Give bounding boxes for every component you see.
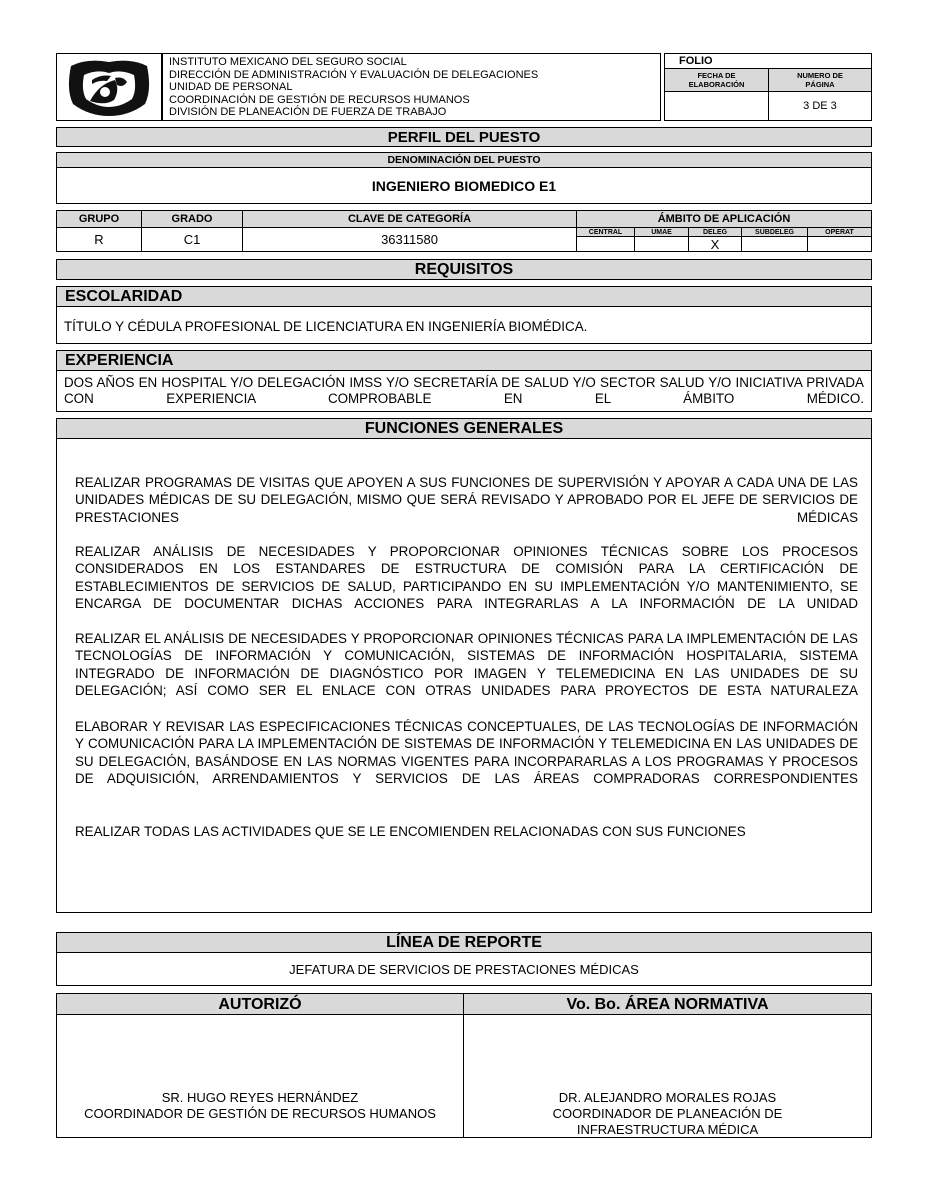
clasificacion-table: [56, 210, 872, 252]
institution-box: [162, 53, 661, 121]
experiencia-text: DOS AÑOS EN HOSPITAL Y/O DELEGACIÓN IMSS Y/O SECRETARÍA DE SALUD Y/O SECTOR SALUD Y/O INICIATIVA PRIVADA CON EXPERIENCIA COMPROBABLE EN EL ÁMBITO MÉDICO.: [64, 375, 864, 406]
vobo-role-line-1: COORDINADOR DE PLANEACIÓN DE: [552, 1106, 783, 1121]
vobo-name: DR. ALEJANDRO MORALES ROJAS: [558, 1090, 777, 1105]
ambito-mark-deleg: X: [710, 236, 720, 252]
ambito-col-subdeleg: SUBDELEG: [742, 228, 807, 236]
linea-reporte-title: LÍNEA DE REPORTE: [56, 932, 872, 953]
funcion-item-5: REALIZAR TODAS LAS ACTIVIDADES QUE SE LE ENCOMIENDEN RELACIONADAS CON SUS FUNCIONES: [75, 824, 746, 839]
institution-line-3: UNIDAD DE PERSONAL: [169, 81, 293, 94]
folio-label: FOLIO: [679, 55, 713, 67]
page-number-value: 3 DE 3: [803, 100, 837, 112]
funcion-item-1: REALIZAR PROGRAMAS DE VISITAS QUE APOYEN A SUS FUNCIONES DE SUPERVISIÓN Y APOYAR A CADA UNA DE LAS UNIDADES MÉDICAS DE SU DELEGACIÓN, MISMO QUE SERÁ REVISADO Y APROBADO POR EL JEFE DE SERVICIOS DE PRESTACIONES MÉDICAS: [75, 475, 858, 525]
funcion-item-4: ELABORAR Y REVISAR LAS ESPECIFICACIONES TÉCNICAS CONCEPTUALES, DE LAS TECNOLOGÍAS DE INFORMACIÓN Y COMUNICACIÓN PARA LA IMPLEMENTACIÓN DE SISTEMAS DE INFORMACIÓN Y TELEMEDICINA EN LAS UNIDADES DE SU DELEGACIÓN, BASÁNDOSE EN LAS NORMAS VIGENTES PARA INCORPARARLAS A LOS PROGRAMAS Y PROCESOS DE ADQUISICIÓN, ARRENDAMIENTOS Y SERVICIOS DE LAS ÁREAS COMPRADORAS CORRESPONDIENTES: [75, 719, 858, 787]
experiencia-label: EXPERIENCIA: [56, 350, 872, 371]
denominacion-label: DENOMINACIÓN DEL PUESTO: [56, 152, 872, 168]
clave-value: 36311580: [381, 232, 438, 247]
ambito-col-deleg: DELEG: [689, 228, 741, 236]
fecha-elaboracion-label: FECHA DE ELABORACIÓN: [665, 69, 768, 91]
escolaridad-label: ESCOLARIDAD: [56, 286, 872, 307]
ambito-mark-subdeleg: [742, 237, 807, 251]
funcion-item-2: REALIZAR ANÁLISIS DE NECESIDADES Y PROPORCIONAR OPINIONES TÉCNICAS SOBRE LOS PROCESOS CONSIDERADOS EN LOS ESTANDARES DE ESTRUCTURA DE COMISIÓN PARA LA CERTIFICACIÓN DE ESTABLECIMIENTOS DE SERVICIOS DE SALUD, PARTICIPANDO EN SU IMPLEMENTACIÓN Y/O MANTENIMIENTO, SE ENCARGA DE DOCUMENTAR DICHAS ACCIONES PARA INTEGRARLAS A LA INFORMACIÓN DE LA UNIDAD: [75, 544, 858, 612]
folio-box: [664, 53, 872, 121]
autorizo-name: SR. HUGO REYES HERNÁNDEZ: [161, 1090, 359, 1105]
logo-box: [56, 53, 162, 121]
requisitos-title: REQUISITOS: [56, 259, 872, 280]
grado-value: C1: [183, 232, 201, 247]
escolaridad-text: TÍTULO Y CÉDULA PROFESIONAL DE LICENCIATURA EN INGENIERÍA BIOMÉDICA.: [64, 319, 588, 334]
ambito-col-umae: UMAE: [635, 228, 688, 236]
grado-header: GRADO: [142, 211, 242, 227]
ambito-mark-umae: [635, 237, 688, 251]
denominacion-value: INGENIERO BIOMEDICO E1: [56, 167, 872, 204]
funcion-item-3: REALIZAR EL ANÁLISIS DE NECESIDADES Y PROPORCIONAR OPINIONES TÉCNICAS PARA LA IMPLEMENTACIÓN DE LAS TECNOLOGÍAS DE INFORMACIÓN Y COMUNICACIÓN, SISTEMAS DE INFORMACIÓN HOSPITALARIA, SISTEMA INTEGRADO DE INFORMACIÓN DE DIAGNÓSTICO POR IMAGEN Y TELEMEDICINA EN LAS UNIDADES DE SU DELEGACIÓN; ASÍ COMO SER EL ENLACE CON OTRAS UNIDADES PARA PROYECTOS DE ESTA NATURALEZA: [75, 631, 858, 699]
institution-line-5: DIVISIÓN DE PLANEACIÓN DE FUERZA DE TRABAJO: [169, 106, 447, 119]
funciones-title: FUNCIONES GENERALES: [56, 418, 872, 439]
ambito-mark-central: [577, 237, 634, 251]
ambito-header: ÁMBITO DE APLICACIÓN: [577, 211, 871, 227]
perfil-title: PERFIL DEL PUESTO: [56, 127, 872, 147]
ambito-col-operat: OPERAT: [808, 228, 871, 236]
vobo-header: Vo. Bo. ÁREA NORMATIVA: [464, 994, 871, 1014]
grupo-value: R: [94, 232, 104, 247]
ambito-col-central: CENTRAL: [577, 228, 634, 236]
experiencia-box: [56, 370, 872, 412]
autorizo-role: COORDINADOR DE GESTIÓN DE RECURSOS HUMANOS: [84, 1106, 436, 1121]
grupo-header: GRUPO: [57, 211, 141, 227]
clave-header: CLAVE DE CATEGORÍA: [243, 211, 576, 227]
imss-logo: [57, 54, 161, 120]
escolaridad-box: [56, 306, 872, 344]
linea-reporte-value: JEFATURA DE SERVICIOS DE PRESTACIONES MÉDICAS: [56, 952, 872, 986]
ambito-mark-operat: [808, 237, 871, 251]
institution-line-4: COORDINACIÓN DE GESTIÓN DE RECURSOS HUMANOS: [169, 93, 470, 106]
firmas-table: [56, 993, 872, 1138]
autorizo-header: AUTORIZÓ: [57, 994, 463, 1014]
vobo-role-line-2: INFRAESTRUCTURA MÉDICA: [576, 1122, 759, 1137]
institution-line-1: INSTITUTO MEXICANO DEL SEGURO SOCIAL: [169, 56, 407, 68]
numero-pagina-label: NUMERO DE PÁGINA: [769, 69, 871, 91]
institution-line-2: DIRECCIÓN DE ADMINISTRACIÓN Y EVALUACIÓN DE DELEGACIONES: [169, 68, 539, 81]
